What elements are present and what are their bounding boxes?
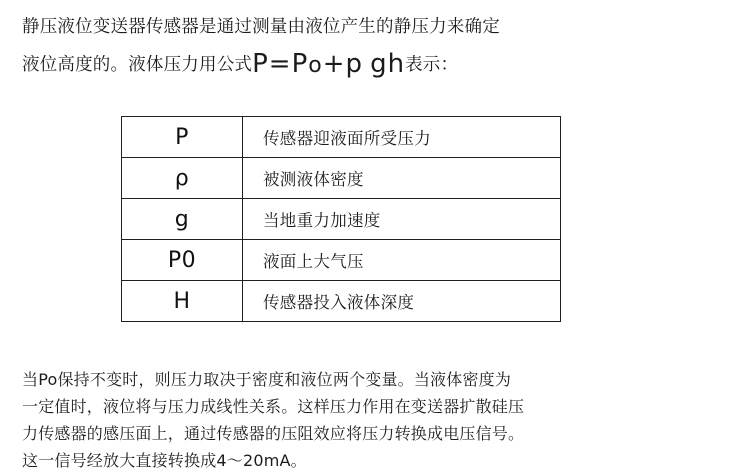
pressure-formula	[252, 49, 405, 79]
description-cell: 当地重力加速度	[243, 199, 561, 240]
symbol-cell: ρ	[122, 158, 243, 199]
table-row	[122, 240, 561, 281]
intro-line-2-prefix: 液位高度的。液体压力用公式	[22, 55, 253, 75]
symbol-cell: g	[122, 199, 243, 240]
intro-line-2-suffix: 表示：	[405, 55, 459, 75]
outro-paragraph	[22, 366, 722, 474]
symbol-cell: H	[122, 281, 243, 322]
formula-plus: +	[322, 49, 346, 79]
symbol-cell: P0	[122, 240, 243, 281]
symbol-legend-table	[121, 116, 561, 322]
outro-line-3: 力传感器的感压面上，通过传感器的压阻效应将压力转换成电压信号。	[22, 424, 525, 443]
formula-equals: =	[268, 49, 292, 79]
description-cell: 传感器投入液体深度	[243, 281, 561, 322]
table-row	[122, 158, 561, 199]
outro-line-4: 这一信号经放大直接转换成4～20mA。	[22, 451, 307, 470]
description-cell: 液面上大气压	[243, 240, 561, 281]
formula-h: h	[387, 49, 406, 79]
outro-line-2: 一定值时，液位将与压力成线性关系。这样压力作用在变送器扩散硅压	[22, 397, 525, 416]
formula-p0-base: P	[291, 49, 309, 79]
table-row	[122, 199, 561, 240]
description-cell: 传感器迎液面所受压力	[243, 117, 561, 158]
table-row	[122, 117, 561, 158]
intro-line-1: 静压液位变送器传感器是通过测量由液位产生的静压力来确定	[22, 17, 500, 37]
symbol-cell: P	[122, 117, 243, 158]
description-cell: 被测液体密度	[243, 158, 561, 199]
formula-p0-subscript: o	[308, 53, 323, 78]
formula-rho: p	[345, 49, 364, 79]
intro-paragraph	[22, 8, 722, 84]
formula-g: g	[370, 49, 388, 79]
outro-line-1: 当Po保持不变时，则压力取决于密度和液位两个变量。当液体密度为	[22, 370, 512, 389]
formula-p: P	[252, 49, 269, 79]
table-row	[122, 281, 561, 322]
